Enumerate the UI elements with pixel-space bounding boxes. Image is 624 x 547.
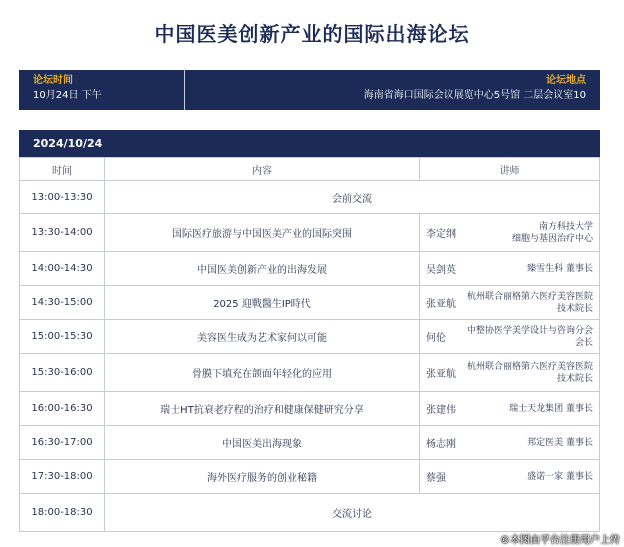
- forum-time-block: [19, 70, 185, 110]
- speaker-name: 李定纲: [426, 229, 456, 240]
- speaker-name: 吴剑英: [426, 265, 456, 276]
- session-content: 美容医生成为艺术家何以可能: [105, 320, 420, 353]
- speaker-name: 蔡强: [426, 473, 446, 484]
- table-row: [20, 459, 599, 493]
- speaker-org: 瑞士天龙集团 董事长: [509, 403, 593, 414]
- speaker-name: 张建伟: [426, 405, 456, 416]
- speaker-org: 南方科技大学 细胞与基因治疗中心: [511, 221, 593, 244]
- speaker-cell: [420, 252, 599, 285]
- session-content: 国际医疗旅游与中国医美产业的国际突围: [105, 214, 420, 251]
- forum-location-value: 海南省海口国际会议展览中心5号馆 二层会议室10: [363, 90, 586, 101]
- session-content: 瑞士HT抗衰老疗程的治疗和健康保健研究分享: [105, 392, 420, 425]
- session-time: 14:00-14:30: [20, 252, 105, 285]
- speaker-cell: [420, 286, 599, 319]
- speaker-cell: [420, 460, 599, 493]
- table-row: [20, 319, 599, 353]
- session-content: 会前交流: [332, 193, 372, 205]
- session-content: 骨膜下填充在颌面年轻化的应用: [105, 354, 420, 391]
- header-time: 时间: [20, 158, 105, 180]
- speaker-name: 何伦: [426, 333, 446, 344]
- speaker-name: 张亚航: [426, 369, 456, 380]
- session-time: 15:00-15:30: [20, 320, 105, 353]
- session-time: 18:00-18:30: [20, 494, 105, 531]
- header-content: 内容: [105, 158, 420, 180]
- page-title: 中国医美创新产业的国际出海论坛: [154, 22, 470, 46]
- session-time: 15:30-16:00: [20, 354, 105, 391]
- table-row: [20, 391, 599, 425]
- speaker-org: 盛诺一家 董事长: [527, 471, 593, 482]
- forum-info-bar: [19, 70, 600, 110]
- session-content: 中国医美创新产业的出海发展: [105, 252, 420, 285]
- session-time: 13:00-13:30: [20, 181, 105, 213]
- session-time: 14:30-15:00: [20, 286, 105, 319]
- speaker-org: 杭州联合丽格第六医疗美容医院 技术院长: [466, 291, 593, 314]
- speaker-cell: [420, 214, 599, 251]
- speaker-cell: [420, 354, 599, 391]
- session-content: 海外医疗服务的创业秘籍: [105, 460, 420, 493]
- session-time: 17:30-18:00: [20, 460, 105, 493]
- forum-time-label: 论坛时间: [33, 75, 73, 86]
- speaker-name: 张亚航: [426, 299, 456, 310]
- speaker-org: 邦定医美 董事长: [527, 437, 593, 448]
- session-time: 16:30-17:00: [20, 426, 105, 459]
- header-speaker: 讲师: [499, 165, 520, 177]
- schedule-table: [19, 157, 600, 532]
- session-content: 2025 迎戰醫生IP時代: [105, 286, 420, 319]
- forum-location-label: 论坛地点: [546, 75, 586, 86]
- watermark: ©本图由平台注册用户上传: [500, 535, 620, 546]
- table-row: [20, 213, 599, 251]
- table-row: [20, 425, 599, 459]
- table-row: [20, 180, 599, 213]
- schedule-date: 2024/10/24: [19, 130, 600, 157]
- forum-time-value: 10月24日 下午: [33, 90, 102, 101]
- table-row: [20, 493, 599, 531]
- speaker-org: 杭州联合丽格第六医疗美容医院 技术院长: [466, 361, 593, 384]
- table-header-row: [20, 157, 599, 180]
- speaker-org: 中整协医学美学设计与咨询分会 会长: [466, 325, 593, 348]
- speaker-cell: [420, 320, 599, 353]
- forum-location-block: [185, 70, 600, 110]
- speaker-name: 杨志刚: [426, 439, 456, 450]
- speaker-cell: [420, 426, 599, 459]
- table-row: [20, 285, 599, 319]
- speaker-org: 臻雪生科 董事长: [527, 263, 593, 274]
- table-row: [20, 251, 599, 285]
- session-content: 中国医美出海现象: [105, 426, 420, 459]
- session-time: 13:30-14:00: [20, 214, 105, 251]
- table-row: [20, 353, 599, 391]
- session-time: 16:00-16:30: [20, 392, 105, 425]
- session-content: 交流讨论: [332, 509, 372, 520]
- speaker-cell: [420, 392, 599, 425]
